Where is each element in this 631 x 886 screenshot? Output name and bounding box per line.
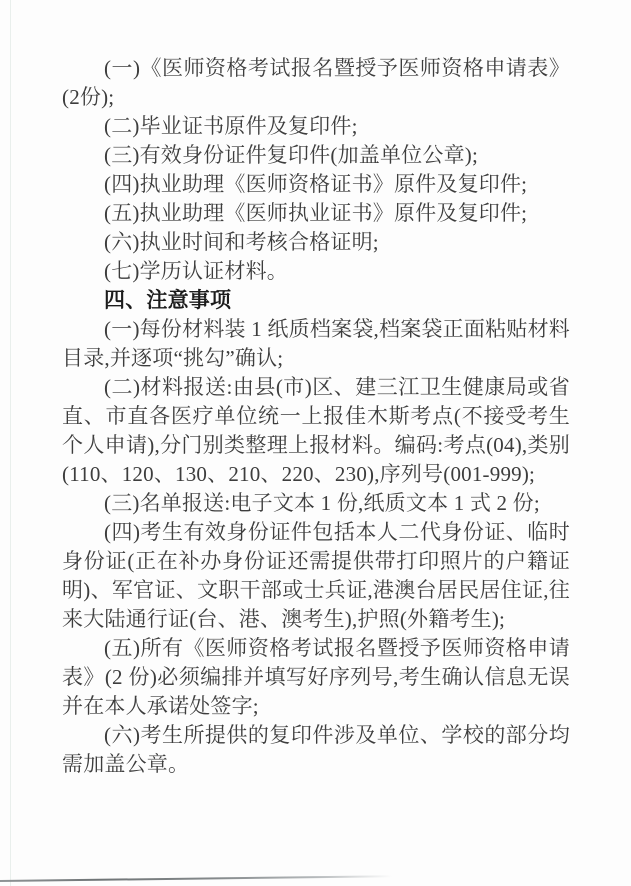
notes-list-item-5: (五)所有《医师资格考试报名暨授予医师资格申请表》(2 份)必须编排并填写好序列号,考生确认信息无误并在本人承诺处签字;	[62, 636, 570, 718]
materials-list-item-3: (三)有效身份证件复印件(加盖单位公章);	[104, 143, 479, 167]
notes-list-item-2: (二)材料报送:由县(市)区、建三江卫生健康局或省直、市直各医疗单位统一上报佳木斯考点(不接受考生个人申请),分门别类整理上报材料。编码:考点(04),类别(110、120、130、210、220、230),序列号(001-999);	[62, 375, 570, 486]
materials-list-item-6: (六)执业时间和考核合格证明;	[104, 230, 379, 254]
scan-edge-line	[10, 0, 11, 886]
materials-list-item-5: (五)执业助理《医师执业证书》原件及复印件;	[104, 201, 528, 225]
page-bottom-scan-line	[0, 875, 392, 882]
notes-list-item-3: (三)名单报送:电子文本 1 份,纸质文本 1 式 2 份;	[104, 491, 540, 515]
materials-list-item-1: (一)《医师资格考试报名暨授予医师资格申请表》(2份);	[62, 56, 570, 109]
materials-list-item-7: (七)学历认证材料。	[104, 259, 288, 283]
notes-list-item-1: (一)每份材料装 1 纸质档案袋,档案袋正面粘贴材料目录,并逐项“挑勾”确认;	[62, 317, 570, 370]
materials-list-item-4: (四)执业助理《医师资格证书》原件及复印件;	[104, 172, 528, 196]
notes-list-item-4: (四)考生有效身份证件包括本人二代身份证、临时身份证(正在补办身份证还需提供带打印照片的户籍证明)、军官证、文职干部或士兵证,港澳台居民居住证,往来大陆通行证(台、港、澳考生),护照(外籍考生);	[62, 520, 570, 631]
document-content	[62, 54, 570, 779]
notes-list-item-6: (六)考生所提供的复印件涉及单位、学校的部分均需加盖公章。	[62, 723, 570, 776]
materials-list-item-2: (二)毕业证书原件及复印件;	[104, 114, 358, 138]
section-heading-notes: 四、注意事项	[104, 289, 232, 312]
